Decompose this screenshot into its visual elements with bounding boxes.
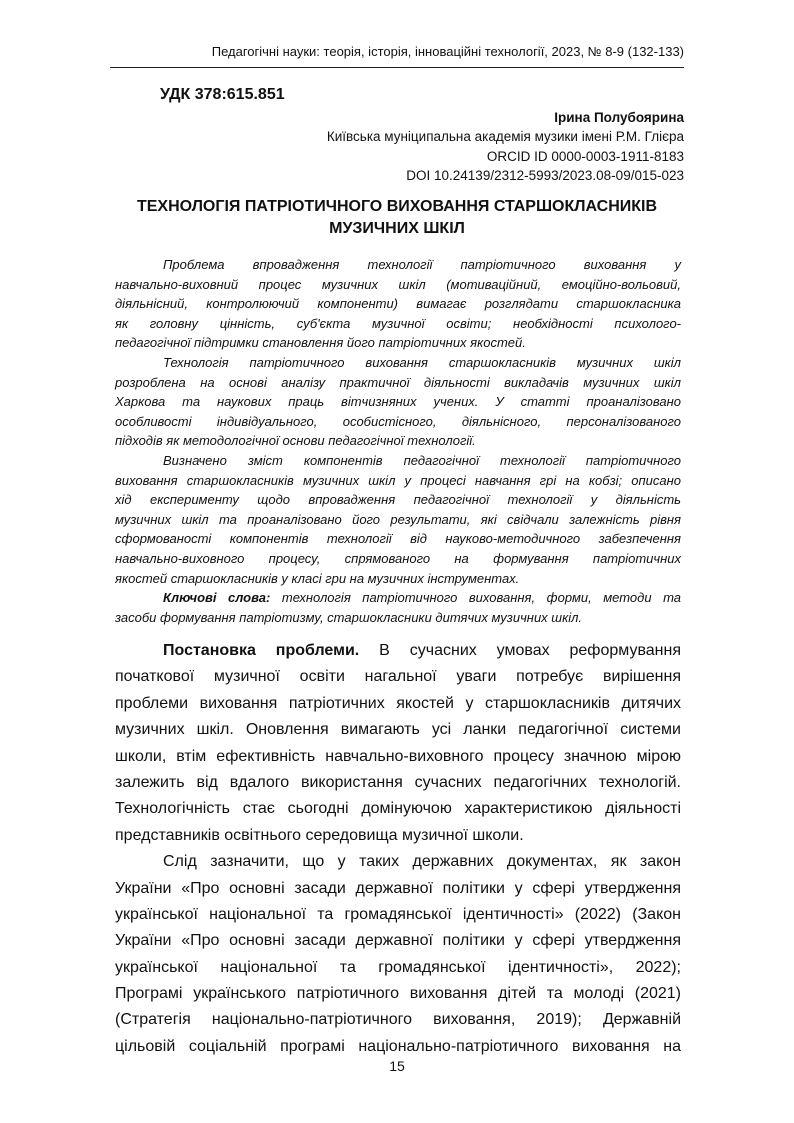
abstract-line: хід експерименту щодо впровадження педагогічної технології у діяльність	[115, 492, 681, 508]
abstract-line: підходів як методологічної основи педагогічної технології.	[115, 433, 476, 449]
body-line: цільовій соціальній програмі національно-патріотичного виховання на	[115, 1037, 681, 1055]
header-rule	[110, 67, 684, 68]
body-line: представників освітнього середовища музичної школи.	[115, 826, 524, 844]
udk-code: УДК 378:615.851	[160, 86, 285, 103]
body-line: Технологічність стає сьогодні домінуючою характеристикою діяльності	[115, 800, 681, 818]
abstract-line: якостей старшокласників у класі гри на музичних інструментах.	[115, 570, 520, 586]
author-affiliation: Київська муніципальна академія музики імені Р.М. Глієра	[326, 129, 684, 144]
body-line: музичних шкіл. Оновлення вимагають усі ланки педагогічної системи	[115, 721, 681, 739]
body-line: України «Про основні засади державної політики у сфері утвердження	[115, 879, 681, 897]
article-body	[115, 638, 681, 1060]
abstract-line: навчально-виховний процес музичних шкіл (мотиваційний, емоційно-вольовий,	[115, 276, 681, 292]
keywords-line	[115, 588, 681, 608]
abstract-line: особливості індивідуального, особистісного, діяльнісного, персоналізованого	[115, 413, 681, 429]
abstract-line: Проблема впровадження технології патріотичного виховання у	[163, 257, 681, 272]
body-line	[115, 638, 681, 664]
abstract-line: Харкова та наукових праць вітчизняних учених. У статті проаналізовано	[115, 394, 681, 410]
body-line: української національної та громадянської ідентичності», 2022);	[115, 958, 681, 976]
author-name: Ірина Полубоярина	[554, 110, 684, 125]
article-doi: DOI 10.24139/2312-5993/2023.08-09/015-023	[406, 168, 684, 183]
article-title-line-1: ТЕХНОЛОГІЯ ПАТРІОТИЧНОГО ВИХОВАННЯ СТАРШОКЛАСНИКІВ	[136, 198, 658, 215]
body-line: української національної та громадянської ідентичності» (2022) (Закон	[115, 905, 681, 923]
body-line: залежить від вдалого використання сучасних педагогічних технологій.	[115, 773, 681, 791]
body-line: України «Про основні засади державної політики у сфері утвердження	[115, 932, 681, 950]
journal-header: Педагогічні науки: теорія, історія, інноваційні технології, 2023, № 8-9 (132-133)	[211, 44, 684, 59]
abstract-line: як головну цінність, суб'єкта музичної освіти; необхідності психолого-	[115, 315, 681, 331]
body-line: (Стратегія національно-патріотичного виховання, 2019); Державній	[115, 1011, 681, 1029]
abstract-line: педагогічної підтримки становлення його патріотичних якостей.	[115, 335, 526, 351]
abstract-line: розроблена на основі аналізу практичної діяльності викладачів музичних шкіл	[115, 374, 681, 390]
keywords-text: технологія патріотичного виховання, форми, методи та	[270, 590, 681, 606]
section-lead: Постановка проблеми.	[163, 642, 360, 659]
abstract-line: виховання старшокласників музичних шкіл у процесі навчання грі на кобзі; описано	[115, 472, 681, 488]
abstract-line: Технологія патріотичного виховання старшокласників музичних шкіл	[163, 354, 681, 370]
keywords-label: Ключові слова:	[163, 590, 271, 606]
author-orcid: ORCID ID 0000-0003-1911-8183	[486, 149, 684, 164]
keywords-line: засоби формування патріотизму, старшокласники дитячих музичних шкіл.	[115, 609, 583, 625]
abstract-line: діяльнісний, контролюючий компоненти) вимагає розглядати старшокласника	[115, 296, 681, 312]
abstract	[115, 255, 681, 627]
body-line: початкової музичної освіти нагальної уваги потребує вирішення	[115, 668, 681, 686]
body-line: Програмі українського патріотичного виховання дітей та молоді (2021)	[115, 985, 681, 1003]
page-number: 15	[389, 1058, 405, 1074]
body-line: проблеми виховання патріотичних якостей у старшокласників дитячих	[115, 694, 681, 712]
body-line: школи, втім ефективність навчально-виховного процесу значною мірою	[115, 747, 681, 765]
abstract-line: сформованості компонентів технології від науково-методичного забезпечення	[115, 531, 681, 547]
abstract-line: Визначено зміст компонентів педагогічної технології патріотичного	[163, 452, 681, 468]
body-text: В сучасних умовах реформування	[359, 642, 682, 659]
abstract-line: навчально-виховного процесу, спрямованого на формування патріотичних	[115, 550, 681, 566]
body-line: Слід зазначити, що у таких державних документах, як закон	[163, 853, 681, 871]
abstract-line: музичних шкіл та проаналізовано його результати, які свідчали залежність рівня	[115, 511, 681, 527]
article-title-line-2: МУЗИЧНИХ ШКІЛ	[329, 220, 465, 237]
